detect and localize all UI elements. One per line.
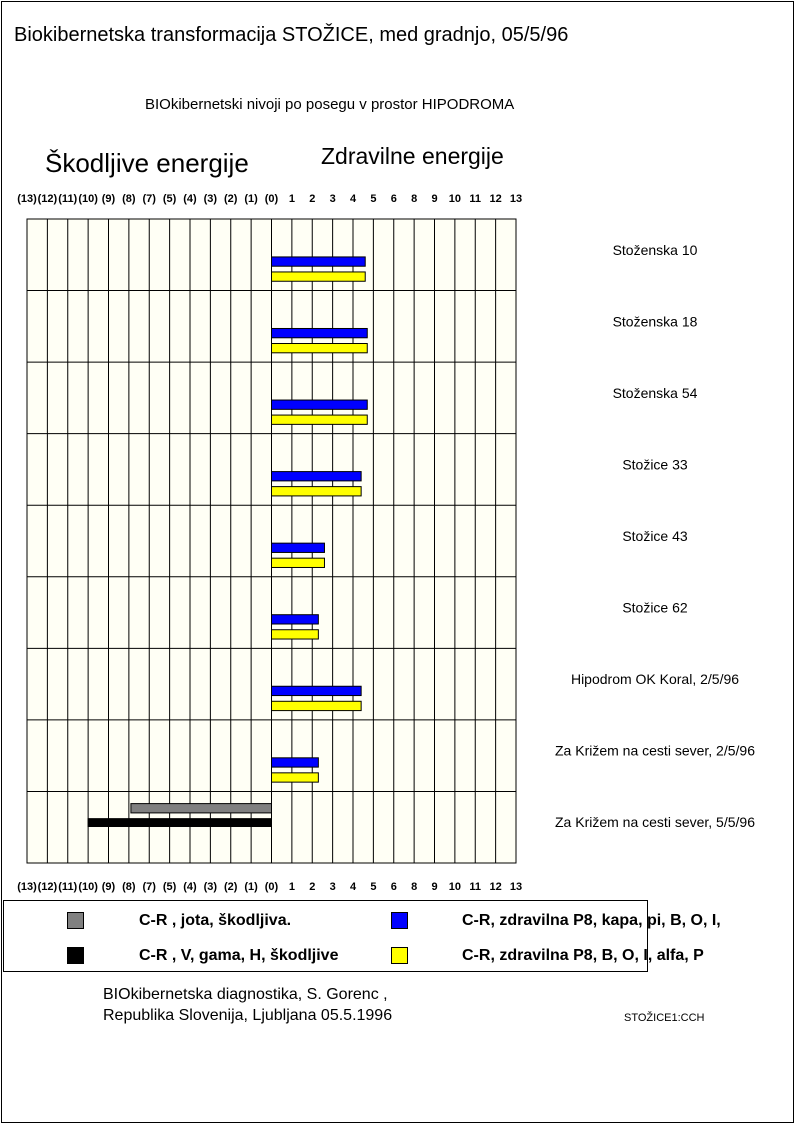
category-label: Za Križem na cesti sever, 5/5/96 <box>555 814 755 831</box>
bar-healing-kapa-pi <box>272 328 368 337</box>
x-axis-top-tick-label: (5) <box>162 193 177 205</box>
x-axis-bottom-tick-label: 12 <box>489 881 502 893</box>
legend-label-gray: C-R , jota, škodljiva. <box>139 912 292 929</box>
x-axis-bottom-tick-label: (4) <box>183 881 197 893</box>
x-axis-top-tick-label: (3) <box>203 193 218 205</box>
bar-healing-kapa-pi <box>272 543 325 552</box>
bar-healing-alfa-p <box>272 487 362 496</box>
category-label: Stožice 62 <box>622 599 688 616</box>
bar-healing-alfa-p <box>272 558 325 567</box>
x-axis-bottom-tick-label: 10 <box>448 881 461 893</box>
x-axis-top-tick-label: 8 <box>411 193 418 205</box>
chart-subtitle: BIOkibernetski nivoji po posegu v prostor HIPODROMA <box>145 96 515 113</box>
x-axis-top-tick-label: (4) <box>183 193 197 205</box>
x-axis-bottom-tick-label: 3 <box>329 881 336 893</box>
bar-healing-alfa-p <box>272 773 319 782</box>
x-axis-bottom-tick-label: (5) <box>162 881 177 893</box>
category-label: Stoženska 18 <box>612 313 698 330</box>
legend-swatch-yellow <box>391 947 408 964</box>
x-axis-top-tick-label: (11) <box>58 193 78 205</box>
x-axis-bottom-tick-label: 9 <box>431 881 438 893</box>
x-axis-bottom-tick-label: (2) <box>224 881 238 893</box>
footer-location-line: Republika Slovenija, Ljubljana 05.5.1996 <box>103 1007 393 1024</box>
bar-healing-kapa-pi <box>272 615 319 624</box>
bar-healing-kapa-pi <box>272 686 362 695</box>
x-axis-bottom-tick-label: 2 <box>309 881 316 893</box>
category-label: Stoženska 10 <box>612 241 698 258</box>
x-axis-bottom-tick-label: (1) <box>244 881 258 893</box>
x-axis-top-tick-label: (1) <box>244 193 258 205</box>
x-axis-bottom-tick-label: (8) <box>122 881 136 893</box>
x-axis-top-tick-label: 11 <box>469 193 482 205</box>
footer-credit-line: BIOkibernetska diagnostika, S. Gorenc , <box>103 986 388 1003</box>
category-label: Stožice 33 <box>622 456 688 473</box>
x-axis-top-tick-label: 5 <box>370 193 377 205</box>
bar-healing-kapa-pi <box>272 400 368 409</box>
category-label: Hipodrom OK Koral, 2/5/96 <box>570 671 740 688</box>
category-label: Za Križem na cesti sever, 2/5/96 <box>555 742 755 759</box>
legend-swatch-black <box>67 947 84 964</box>
x-axis-top-tick-label: 13 <box>509 193 523 205</box>
bar-healing-alfa-p <box>272 272 366 281</box>
x-axis-top-tick-label: 4 <box>349 193 357 205</box>
x-axis-top-tick-label: (9) <box>101 193 116 205</box>
x-axis-bottom-tick-label: (0) <box>264 881 279 893</box>
x-axis-bottom-tick-label: 1 <box>288 881 295 893</box>
legend-label-black: C-R , V, gama, H, škodljive <box>139 947 339 964</box>
x-axis-top-tick-label: (7) <box>142 193 156 205</box>
category-label: Stoženska 54 <box>612 384 698 401</box>
legend <box>3 900 721 972</box>
category-label: Stožice 43 <box>622 528 688 544</box>
bar-harmful-v-gama-h <box>88 819 271 827</box>
bar-healing-alfa-p <box>272 630 319 639</box>
bar-healing-alfa-p <box>272 344 368 353</box>
harmful-energies-label: Škodljive energije <box>45 148 249 178</box>
file-code: STOŽICE1:CCH <box>624 1012 705 1024</box>
x-axis-bottom-tick-label: (9) <box>101 881 116 893</box>
x-axis-bottom-tick-label: 8 <box>411 881 418 893</box>
x-axis-bottom-tick-label: 13 <box>509 881 523 893</box>
x-axis-bottom-tick-label: 11 <box>469 881 482 893</box>
bar-harmful-jota <box>131 804 272 813</box>
x-axis-top-tick-label: 6 <box>390 193 397 205</box>
legend-swatch-gray <box>67 912 84 929</box>
x-axis-top-tick-label: 10 <box>448 193 461 205</box>
x-axis-bottom-tick-label: 6 <box>390 881 397 893</box>
x-axis-bottom-tick-label: (10) <box>78 881 98 893</box>
x-axis-top-tick-label: 1 <box>288 193 295 205</box>
x-axis-bottom-tick-label: (11) <box>58 881 78 893</box>
x-axis-bottom-tick-label: (13) <box>17 881 37 893</box>
x-axis-top-tick-label: (12) <box>37 193 58 205</box>
bar-healing-kapa-pi <box>272 758 319 767</box>
x-axis-top-tick-label: 2 <box>309 193 316 205</box>
bar-healing-kapa-pi <box>272 257 366 266</box>
x-axis-top-tick-label: 9 <box>431 193 438 205</box>
legend-label-blue: C-R, zdravilna P8, kapa, pi, B, O, I, <box>462 912 721 929</box>
x-axis-top-tick-label: (8) <box>122 193 136 205</box>
x-axis-top-tick-label: (0) <box>264 193 279 205</box>
legend-swatch-blue <box>391 912 408 929</box>
x-axis-bottom-tick-label: (3) <box>203 881 218 893</box>
x-axis-bottom-tick-label: 4 <box>349 881 357 893</box>
bar-healing-alfa-p <box>272 415 368 424</box>
x-axis-bottom-tick-label: (7) <box>142 881 156 893</box>
x-axis-top-tick-label: (13) <box>17 193 37 205</box>
x-axis-top-tick-label: (10) <box>78 193 98 205</box>
x-axis-bottom-tick-label: 5 <box>370 881 377 893</box>
x-axis-top-tick-label: 12 <box>489 193 502 205</box>
chart-title: Biokibernetska transformacija STOŽICE, med gradnjo, 05/5/96 <box>14 24 569 46</box>
legend-label-yellow: C-R, zdravilna P8, B, O, I, alfa, P <box>462 947 704 964</box>
x-axis-top-tick-label: 3 <box>329 193 336 205</box>
bar-healing-kapa-pi <box>272 472 362 481</box>
healing-energies-label: Zdravilne energije <box>321 143 504 169</box>
x-axis-bottom-tick-label: (12) <box>37 881 58 893</box>
bar-healing-alfa-p <box>272 701 362 710</box>
x-axis-top-tick-label: (2) <box>224 193 238 205</box>
